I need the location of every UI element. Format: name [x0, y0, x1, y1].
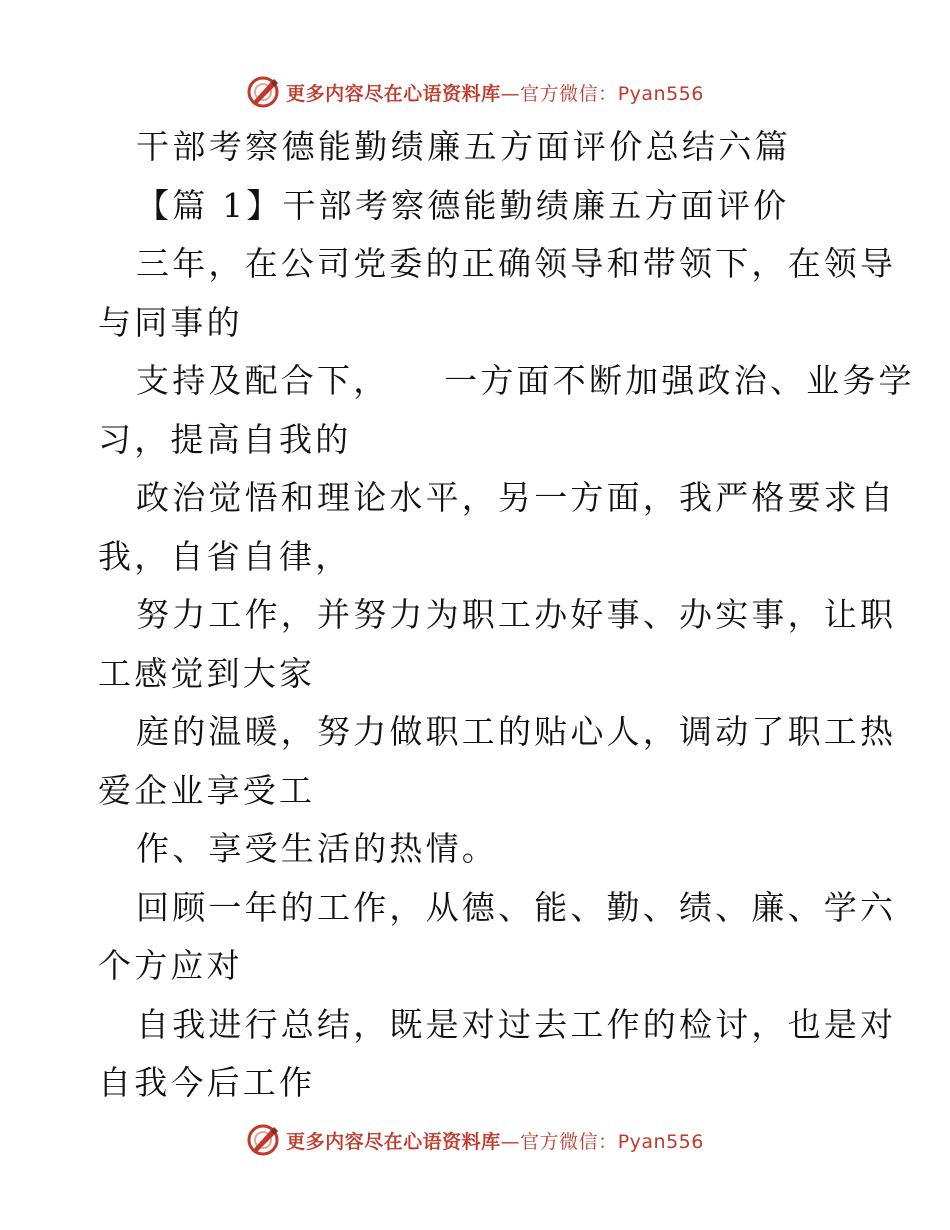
- banner-main-text: 更多内容尽在心语资料库: [286, 1130, 501, 1153]
- pen-logo-icon: [246, 1123, 280, 1157]
- paragraph-line: 作、享受生活的热情。: [136, 829, 498, 868]
- paragraph-line: 我，自省自律，: [98, 536, 352, 576]
- paragraph-line: 努力工作，并努力为职工办好事、办实事，让职: [136, 595, 897, 634]
- banner-text: [286, 1127, 704, 1154]
- paragraph-line: 个方应对: [98, 946, 243, 985]
- footer-banner: [0, 1120, 950, 1160]
- banner-wechat-id: Pyan556: [617, 82, 704, 105]
- banner-wechat-label: 官方微信：: [520, 1130, 618, 1153]
- banner-dash: —: [500, 82, 521, 105]
- document-body: [98, 118, 915, 1113]
- paragraph-line: 工感觉到大家: [98, 653, 316, 693]
- paragraph-line: 与同事的: [98, 302, 243, 342]
- section-heading: 【篇 1】干部考察德能勤绩廉五方面评价: [136, 185, 790, 225]
- paragraph-line: 回顾一年的工作，从德、能、勤、绩、廉、学六: [136, 887, 897, 927]
- banner-wechat-id: Pyan556: [617, 1130, 704, 1153]
- banner-wechat-label: 官方微信：: [520, 82, 618, 105]
- banner-text: [286, 79, 704, 106]
- paragraph-line: 自我今后工作: [98, 1063, 316, 1102]
- header-banner: [0, 72, 950, 112]
- document-title: 干部考察德能勤绩廉五方面评价总结六篇: [136, 127, 792, 166]
- banner-dash: —: [500, 1130, 521, 1153]
- paragraph-line: 爱企业享受工: [98, 770, 316, 810]
- banner-main-text: 更多内容尽在心语资料库: [286, 82, 501, 105]
- paragraph-line: 庭的温暖，努力做职工的贴心人，调动了职工热: [136, 712, 897, 751]
- paragraph-line: 支持及配合下， 一方面不断加强政治、业务学: [136, 361, 915, 400]
- paragraph-line: 习，提高自我的: [98, 419, 352, 459]
- pen-logo-icon: [246, 75, 280, 109]
- paragraph-line: 自我进行总结，既是对过去工作的检讨，也是对: [136, 1004, 897, 1044]
- paragraph-line: 政治觉悟和理论水平，另一方面，我严格要求自: [136, 478, 897, 517]
- paragraph-line: 三年，在公司党委的正确领导和带领下，在领导: [136, 244, 897, 283]
